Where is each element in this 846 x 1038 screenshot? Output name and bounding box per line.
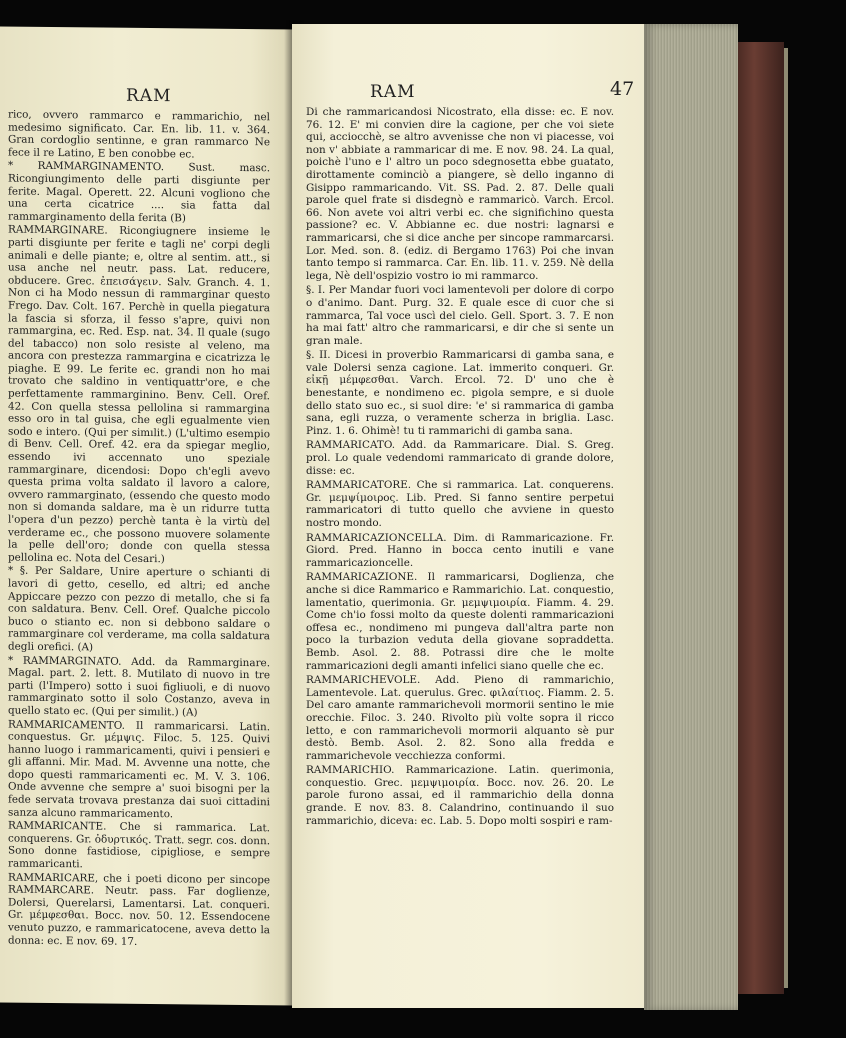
dictionary-entry: Di che rammaricandosi Nicostrato, ella disse: ec. E nov. 76. 12. E' mi convien dire la cagione, per che voi siete qui, acciocchè, se altro avvenisse che non vi piacesse, voi non v' abbiate a rammaricar di me. E nov. 98. 24. La qual, poichè l'uno e l' altro un poco sdegnosetta ebbe guatato, dirottamente cominciò a piangere, sè dello inganno di Gisippo rammaricando. Vit. SS. Pad. 2. 87. Delle quali parole quel frate si disdegnò e rammaricò. Varch. Ercol. 66. Non avete voi altri verbi ec. che significhino questa passione? ec. V. Abbianne ec. due nostri: lagnarsi e rammaricarsi, che si dice anche per sincope rammarcarsi. Lor. Med. son. 8. (ediz. di Bergamo 1763) Poi che invan tanto tempo si rammarca. Car. En. lib. 11. v. 259. Nè della lega, Nè dell'ospizio vostro io mi rammarco. [306, 106, 614, 282]
right-page [292, 24, 644, 1008]
dictionary-entry: RAMMARICAZIONCELLA. Dim. di Rammaricazione. Fr. Giord. Pred. Hanno in bocca cento inutili e vane rammaricazioncelle. [306, 531, 614, 569]
dictionary-entry: RAMMARICHEVOLE. Add. Pieno di rammarichio, Lamentevole. Lat. querulus. Grec. φιλαίτιος. Fiamm. 2. 5. Del caro amante rammarichevoli mormorii sentino le mie orecchie. Filoc. 3. 240. Rivolto più volte sopra il ricco letto, e con rammarichevoli mormorii alquanto sè pur destò. Bemb. Asol. 2. 82. Sono alla fredda e rammarichevole vecchiezza conformi. [306, 674, 614, 762]
dictionary-entry: RAMMARICARE, che i poeti dicono per sincope RAMMARCARE. Neutr. pass. Far doglienze, Dolersi, Querelarsi, Lamentarsi. Lat. conqueri. Gr. μέμφεσθαι. Bocc. nov. 50. 12. Essendocene venuto puzzo, e rammaricatocene, aveva detto la donna: ec. E nov. 69. 17. [8, 871, 270, 948]
book-cover [738, 42, 784, 994]
running-header-right: RAM [370, 82, 416, 102]
dictionary-entry: RAMMARICATO. Add. da Rammaricare. Dial. S. Greg. prol. Lo quale vedendomi rammaricato di grande dolore, disse: ec. [306, 439, 614, 477]
running-header-left: RAM [126, 85, 172, 107]
cover-edge [784, 48, 788, 988]
left-page [0, 26, 295, 1005]
dictionary-entry: §. II. Dicesi in proverbio Rammaricarsi di gamba sana, e vale Dolersi senza cagione. Lat. immerito conqueri. Gr. εἰκῇ μέμφεσθαι. Varch. Ercol. 72. D' uno che è benestante, e nondimeno ec. pigola sempre, e si duole dello stato suo ec., si suol dire: 'e' si rammarica di gamba sana, egli ruzza, o veramente scherza in briglia. Lasc. Pinz. 1. 6. Ohimè! tu ti rammarichi di gamba sana. [306, 349, 614, 437]
dictionary-entry: RAMMARICAMENTO. Il rammaricarsi. Latin. conquestus. Gr. μέμψις. Filoc. 5. 125. Quivi hanno luogo i rammaricamenti, quivi i pensieri e gli affanni. Mir. Mad. M. Avvenne una notte, che dopo questi rammaricamenti ec. M. V. 3. 106. Onde avvenne che sempre a' suoi bisogni per la fede servata trovava prestanza dai suoi cittadini sanza alcuno rammaricamento. [8, 718, 270, 820]
right-column [306, 106, 614, 829]
page-number: 47 [610, 78, 635, 100]
dictionary-entry: * RAMMARGINATO. Add. da Rammarginare. Magal. part. 2. lett. 8. Mutilato di nuovo in tre parti (l'Impero) sotto i suoi figliuoli, e di nuovo rammarginato sotto il solo Costanzo, aveva in quello stato ec. (Qui per simılit.) (A) [8, 654, 270, 719]
dictionary-entry: RAMMARGINARE. Ricongiugnere insieme le parti disgiunte per ferite e tagli ne' corpi degli animali e delle piante; e, oltre al sentim. att., si usa anche nel neutr. pass. Lat. reducere, obducere. Grec. ἐπεισάγειν. Salv. Granch. 4. 1. Non ci ha Modo nessun di rammarginar questo Frego. Dav. Colt. 167. Perchè in quella piegatura la fascia si sforza, il fesso s'apre, quivi non rammargina, ec. Red. Esp. nat. 34. Il quale (sugo del tabacco) non solo resiste al veleno, ma ancora con prestezza rammargina e cicatrizza le piaghe. E 99. Le ferite ec. grandi non ho mai trovato che saldino in ventiquattr'ore, e che perfettamente rammarginino. Benv. Cell. Oref. 42. Con quella stessa pellolina si rammargina esso oro in tal guisa, che egli egualmente vien sodo e intero. (Qui per simılit.) (L'ultimo esempio di Benv. Cell. Oref. 42. era da spiegar meglio, essendo ivi accennato uno speziale rammarginare, dicendosi: Dopo ch'egli avevo questa prima volta saldato il lavoro a calore, ovvero rammarginato, (essendo che questo modo non si domanda saldare, ma è un ridurre tutta l'opera d'un pezzo) perchè tanta è la virtù del verderame ec., che possono muovere solamente la pelle dell'oro; donde con quella stessa pellolina ec. Nota del Cesari.) [8, 223, 270, 565]
dictionary-entry: RAMMARICHIO. Rammaricazione. Latin. querimonia, conquestio. Grec. μεμψιμοιρία. Bocc. nov. 26. 20. Le parole furono assai, ed il rammarichio della donna grande. E nov. 83. 8. Calandrino, continuando il suo rammarichio, diceva: ec. Lab. 5. Dopo molti sospiri e ram- [306, 764, 614, 827]
dictionary-entry: RAMMARICAZIONE. Il rammaricarsi, Doglienza, che anche si dice Rammarico e Rammarichio. Lat. conquestio, lamentatio, querimonia. Gr. μεμψιμοιρία. Fiamm. 4. 29. Come ch'io fossi molto da queste dolenti rammaricazioni offesa ec., nondimeno mi pungeva dall'altra parte non poco la turbazion veduta della giovane sopraddetta. Bemb. Asol. 2. 88. Potrassi dire che le molte rammaricazioni degli amanti infelici siano quelle che ec. [306, 571, 614, 672]
dictionary-entry: * §. Per Saldare, Unire aperture o schianti di lavori di getto, cesello, ed altri; ed anche Appiccare pezzo con pezzo di metallo, che si fa con saldatura. Benv. Cell. Oref. Qualche piccolo buco o stianto ec. non si debbono saldare o rammarginare col verderame, ma colla saldatura degli orefici. (A) [8, 564, 270, 654]
left-column [8, 109, 270, 951]
dictionary-entry: §. I. Per Mandar fuori voci lamentevoli per dolore di corpo o d'animo. Dant. Purg. 32. E quale esce di cuor che si rammarca, Tal voce uscì del cielo. Gell. Sport. 3. 7. E non ha mai fatt' altro che rammaricarsi, e dir che si sente un gran male. [306, 284, 614, 347]
dictionary-entry: * RAMMARGINAMENTO. Sust. masc. Ricongiungimento delle parti disgiunte per ferite. Magal. Operett. 22. Alcuni vogliono che una certa cicatrice .... sia fatta dal rammarginamento della ferita (B) [8, 159, 270, 225]
dictionary-entry: RAMMARICATORE. Che si rammarica. Lat. conquerens. Gr. μεμψίμοιρος. Lib. Pred. Si fanno sentire perpetui rammaricatori di tutto quello che avviene in questo nostro mondo. [306, 479, 614, 529]
dictionary-entry: RAMMARICANTE. Che si rammarica. Lat. conquerens. Gr. ὀδυρτικός. Tratt. segr. cos. donn. Sono donne fastidiose, cipigliose, e sempre rammaricanti. [8, 819, 270, 871]
page-block-edge [644, 24, 738, 1010]
dictionary-entry: rico, ovvero rammarco e rammarichio, nel medesimo significato. Car. En. lib. 11. v. 364. Gran cordoglio sentinne, e gran rammarco Ne fece il re Latino, E ben conobbe ec. [8, 108, 270, 161]
